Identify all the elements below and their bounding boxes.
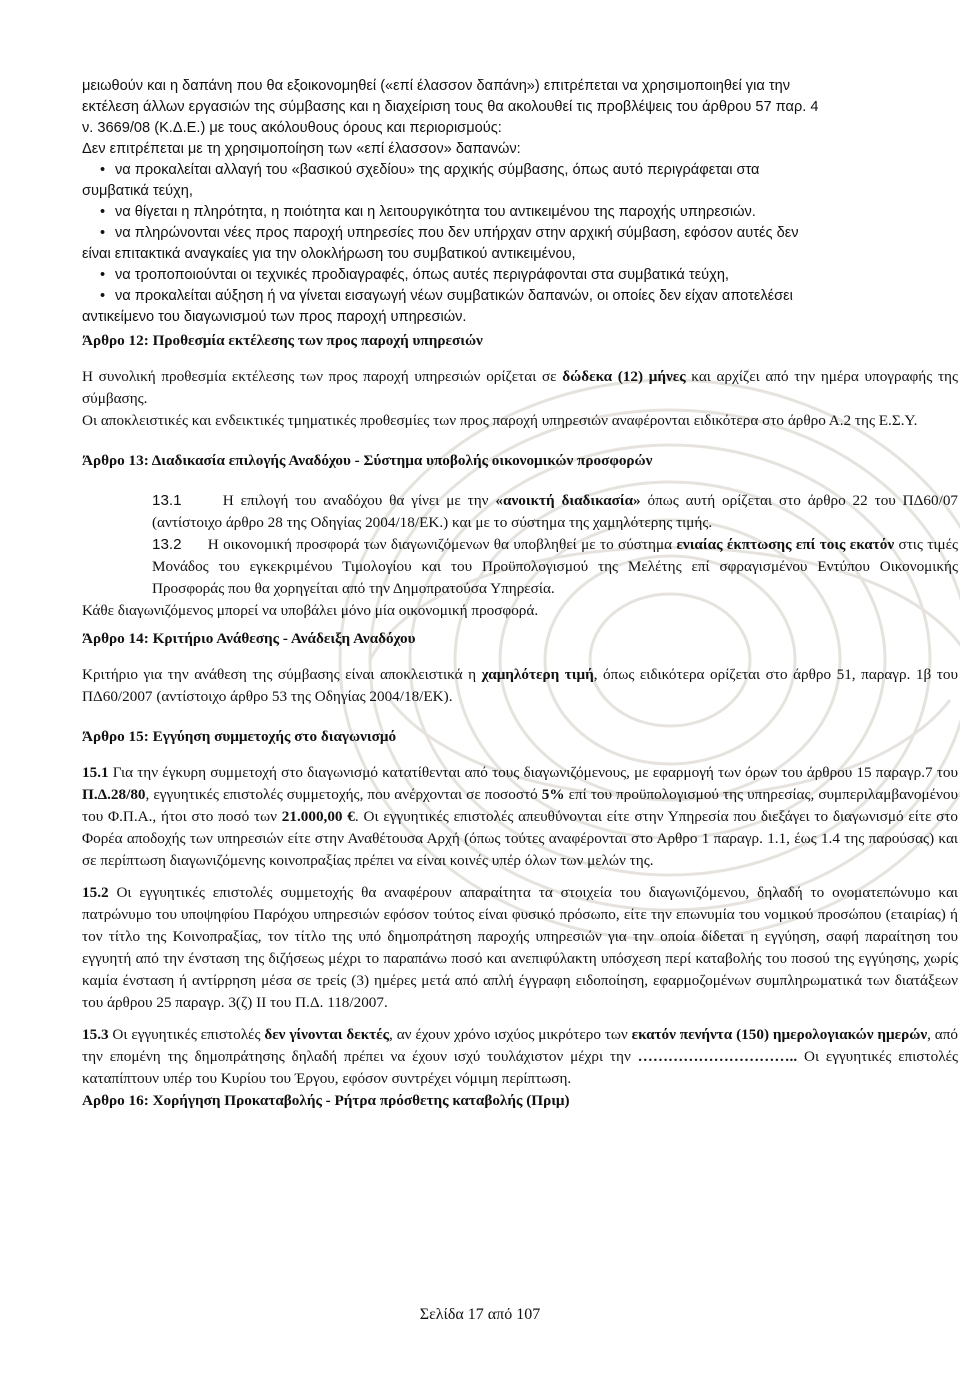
article-15-item-2: 15.2 Οι εγγυητικές επιστολές συμμετοχής θα αναφέρουν απαραίτητα τα στοιχεία του διαγωνιζόμενου, δηλαδή το ονοματεπώνυμο και πατρώνυμο του υποψηφίου Παρόχου υπηρεσιών εφόσον τούτος είναι φυσικό πρόσωπο, είτε την επωνυμία του νομικού προσώπου (εταιρίας) ή τον τίτλο της Κοινοπραξίας, τον τίτλο της υπό δημοπράτηση παροχής υπηρεσιών για την οποία δίδεται η εγγύηση, σαφή παραίτηση του εγγυητή από την ένσταση της διζήσεως μέχρι το παραπάνω ποσό και ανεπιφύλακτη υπόσχεση περί καταβολής του ποσού της εγγύησης, χωρίς καμία ένσταση ή αντίρρηση μέσα σε τρείς (3) ημέρες μετά από απλή έγγραφη ειδοποίηση, εφαρμοζομένων συμπληρωματικά των διατάξεων του άρθρου 25 παραγρ. 3(ζ) ΙΙ του Π.Δ. 118/2007. (82, 884, 958, 1011)
article-13-paragraph-3: Κάθε διαγωνιζόμενος μπορεί να υποβάλει μόνο μία οικονομική προσφορά. (82, 602, 539, 619)
article-15-item-3: 15.3 Οι εγγυητικές επιστολές δεν γίνονται δεκτές, αν έχουν χρόνο ισχύος μικρότερο των εκατόν πενήντα (150) ημερολογιακών ημερών, από την επομένη της δημοπράτησης δηλαδή πρέπει να έχουν ισχύ τουλάχιστον μέχρι την ………………………….. Οι εγγυητικές επιστολές καταπίπτουν υπέρ του Κυρίου του Έργου, εφόσον συντρέχει νόμιμη περίπτωση. (82, 1026, 958, 1087)
article-14-heading: Άρθρο 14: Κριτήριο Ανάθεσης - Ανάδειξη Αναδόχου (82, 630, 416, 647)
article-15-item-1: 15.1 Για την έγκυρη συμμετοχή στο διαγωνισμό κατατίθενται από τους διαγωνιζόμενους, με εφαρμογή των όρων του άρθρου 15 παραγρ.7 του Π.Δ.28/80, εγγυητικές επιστολές συμμετοχής, που ανέρχονται σε ποσοστό 5% επί του προϋπολογισμού της υπηρεσίας, συμπεριλαμβανομένου του Φ.Π.Α., ήτοι στο ποσό των 21.000,00 €. Οι εγγυητικές επιστολές απευθύνονται είτε στην Υπηρεσία που διεξάγει το διαγωνισμό είτε στο Φορέα αποδοχής των υπηρεσιών είτε στην Αναθέτουσα Αρχή (όπως τούτες αναφέρονται στο Αρθρο 1 παραγρ. 1.1, έως 1.4 της παρούσας) και σε περίπτωση διαγωνιζόμενης κοινοπραξίας πρέπει να είναι κοινές υπέρ όλων των μελών της. (82, 764, 959, 869)
bullet-list (82, 160, 958, 328)
article-13-item-2: 13.2 Η οικονομική προσφορά των διαγωνιζόμενων θα υποβληθεί με το σύστημα ενιαίας έκπτωσης επί τοις εκατόν στις τιμές Μονάδος του εγκεκριμένου Τιμολογίου και του Προϋπολογισμού της Μελέτης επί σφραγισμένου Εντύπου Οικονομικής Προσφοράς που θα χορηγείται από την Δημοπρατούσα Υπηρεσία. (152, 536, 958, 597)
article-12-heading: Άρθρο 12: Προθεσμία εκτέλεσης των προς παροχή υπηρεσιών (82, 332, 483, 349)
list-item: • να προκαλείται αύξηση ή να γίνεται εισαγωγή νέων συμβατικών δαπανών, οι οποίες δεν είχαν αποτελέσει (100, 288, 793, 304)
article-15-heading: Άρθρο 15: Εγγύηση συμμετοχής στο διαγωνισμό (82, 728, 397, 745)
article-13-item-1: 13.1 Η επιλογή του αναδόχου θα γίνει με την «ανοικτή διαδικασία» όπως αυτή ορίζεται στο άρθρο 22 του ΠΔ60/07 (αντίστοιχο άρθρο 28 της Οδηγίας 2004/18/ΕΚ.) και με το σύστημα της χαμηλότερης τιμής. (152, 492, 959, 531)
list-item: • να προκαλείται αλλαγή του «βασικού σχεδίου» της αρχικής σύμβασης, όπως αυτό περιγράφεται στα (100, 162, 760, 178)
page-number-footer: Σελίδα 17 από 107 (419, 1306, 541, 1323)
list-item-continuation: είναι επιτακτικά αναγκαίες για την ολοκλήρωση του συμβατικού αντικειμένου, (82, 246, 576, 262)
document-body (82, 76, 958, 1112)
article-13-heading: Άρθρο 13: Διαδικασία επιλογής Αναδόχου - Σύστημα υποβολής οικονομικών προσφορών (82, 452, 653, 469)
list-item: • να θίγεται η πληρότητα, η ποιότητα και η λειτουργικότητα του αντικειμένου της παροχής υπηρεσιών. (100, 204, 756, 220)
list-item: • να τροποποιούνται οι τεχνικές προδιαγραφές, όπως αυτές περιγράφονται στα συμβατικά τεύχη, (100, 267, 729, 283)
article-12-paragraph-2: Οι αποκλειστικές και ενδεικτικές τμηματικές προθεσμίες των προς παροχή υπηρεσιών αναφέρονται ειδικότερα στο άρθρο Α.2 της Ε.Σ.Υ. (82, 412, 918, 429)
paragraph-continuation: μειωθούν και η δαπάνη που θα εξοικονομηθεί («επί έλασσον δαπάνη») επιτρέπεται να χρησιμοποιηθεί για την εκτέλεση άλλων εργασιών της σύμβασης και η διαχείριση τους θα ακολουθεί τις προβλέψεις του άρθρου 57 παρ. 4 ν. 3669/08 (Κ.Δ.Ε.) με τους ακόλουθους όρους και περιορισμούς: (82, 78, 819, 136)
intro-text: Δεν επιτρέπεται με τη χρησιμοποίηση των «επί έλασσον» δαπανών: (82, 141, 521, 157)
list-item-continuation: αντικείμενο του διαγωνισμού των προς παροχή υπηρεσιών. (82, 309, 467, 325)
article-12-paragraph-1: Η συνολική προθεσμία εκτέλεσης των προς παροχή υπηρεσιών ορίζεται σε δώδεκα (12) μήνες και αρχίζει από την ημέρα υπογραφής της σύμβασης. (82, 368, 958, 407)
article-14-paragraph: Κριτήριο για την ανάθεση της σύμβασης είναι αποκλειστικά η χαμηλότερη τιμή, όπως ειδικότερα ορίζεται στο άρθρο 51, παραγρ. 1β του ΠΔ60/2007 (αντίστοιχο άρθρο 53 της Οδηγίας 2004/18/ΕΚ). (82, 666, 958, 705)
list-item: • να πληρώνονται νέες προς παροχή υπηρεσίες που δεν υπήρχαν στην αρχική σύμβαση, εφόσον αυτές δεν (100, 225, 799, 241)
list-item-continuation: συμβατικά τεύχη, (82, 183, 193, 199)
article-16-heading: Αρθρο 16: Χορήγηση Προκαταβολής - Ρήτρα πρόσθετης καταβολής (Πριμ) (82, 1092, 570, 1109)
